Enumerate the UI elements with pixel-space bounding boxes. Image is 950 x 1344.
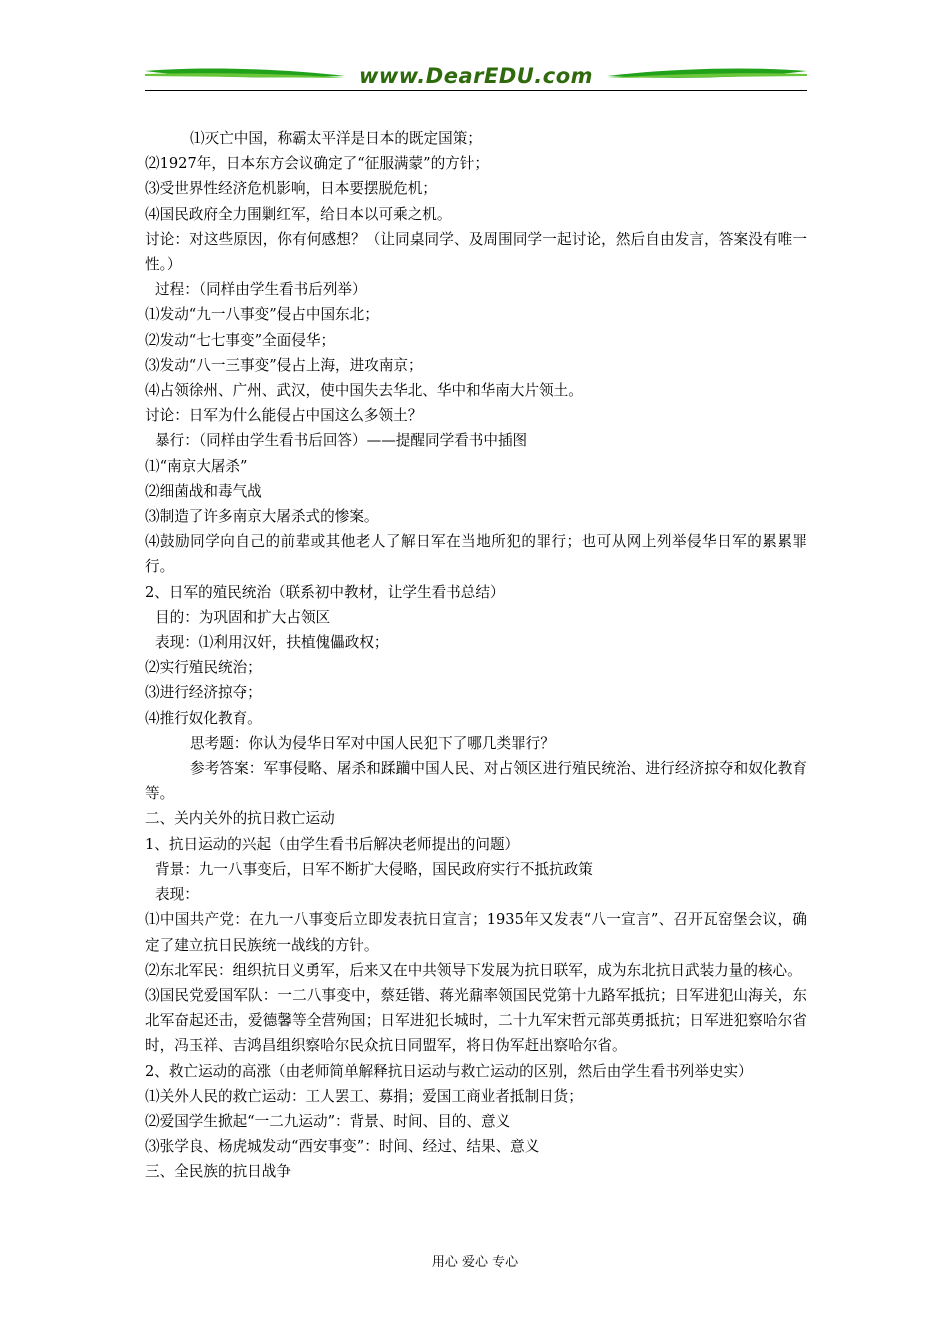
text-line: ⑶张学良、杨虎城发动“西安事变”：时间、经过、结果、意义 bbox=[145, 1138, 540, 1156]
text-line: ⑴“南京大屠杀” bbox=[145, 457, 248, 475]
site-logo-text: www.DearEDU.com bbox=[358, 64, 594, 88]
text-line: 讨论：日军为什么能侵占中国这么多领土？ bbox=[145, 407, 423, 425]
text-line: ⑴发动“九一八事变”侵占中国东北； bbox=[145, 306, 379, 324]
text-line: 过程：（同样由学生看书后列举） bbox=[155, 281, 367, 299]
text-line: ⑷占领徐州、广州、武汉，使中国失去华北、华中和华南大片领土。 bbox=[145, 382, 583, 400]
text-line: ⑵实行殖民统治； bbox=[145, 659, 262, 677]
text-line: 表现： bbox=[155, 886, 199, 904]
section-heading: 三、全民族的抗日战争 bbox=[145, 1163, 291, 1181]
text-paragraph: ⑵东北军民：组织抗日义勇军，后来又在中共领导下发展为抗日联军，成为东北抗日武装力量的核心。 bbox=[145, 961, 802, 979]
text-line: ⑵发动“七七事变”全面侵华； bbox=[145, 331, 336, 349]
text-paragraph: ⑶国民党爱国军队：一二八事变中，蔡廷锴、蒋光鼐率领国民党第十九路军抵抗；日军进犯山海关，东北军奋起还击，爱德馨等全营殉国；日军进犯长城时，二十九军宋哲元部英勇抵抗；日军进犯察哈尔省时，冯玉祥、吉鸿昌组织察哈尔民众抗日同盟军，将日伪军赶出察哈尔省。 bbox=[145, 986, 807, 1055]
text-line: ⑴关外人民的救亡运动：工人罢工、募捐；爱国工商业者抵制日货； bbox=[145, 1087, 583, 1105]
text-line: 暴行：（同样由学生看书后回答）——提醒同学看书中插图 bbox=[155, 432, 528, 450]
text-line: ⑷推行奴化教育。 bbox=[145, 709, 262, 727]
section-heading: 二、关内关外的抗日救亡运动 bbox=[145, 810, 335, 828]
text-line: 背景：九一八事变后，日军不断扩大侵略，国民政府实行不抵抗政策 bbox=[155, 860, 593, 878]
page-footer: 用心 爱心 专心 bbox=[431, 1255, 519, 1270]
header-rule bbox=[145, 90, 807, 91]
document-body bbox=[145, 126, 807, 1185]
text-line: ⑶发动“八一三事变”侵占上海，进攻南京； bbox=[145, 356, 423, 374]
text-line: ⑶进行经济掠夺； bbox=[145, 684, 262, 702]
text-line: 思考题：你认为侵华日军对中国人民犯下了哪几类罪行？ bbox=[190, 734, 555, 752]
page-header bbox=[145, 62, 807, 92]
text-line: ⑶受世界性经济危机影响，日本要摆脱危机； bbox=[145, 180, 437, 198]
text-line: ⑵1927年，日本东方会议确定了“征服满蒙”的方针； bbox=[145, 155, 489, 173]
text-line: 目的：为巩固和扩大占领区 bbox=[155, 608, 331, 626]
text-paragraph: ⑴中国共产党：在九一八事变后立即发表抗日宣言；1935年又发表“八一宣言”、召开瓦窑堡会议，确定了建立抗日民族统一战线的方针。 bbox=[145, 911, 807, 954]
text-paragraph: ⑷鼓励同学向自己的前辈或其他老人了解日军在当地所犯的罪行；也可从网上列举侵华日军的累累罪行。 bbox=[145, 533, 807, 576]
text-paragraph: 参考答案：军事侵略、屠杀和蹂躏中国人民、对占领区进行殖民统治、进行经济掠夺和奴化教育等。 bbox=[145, 760, 807, 803]
text-line: ⑵爱国学生掀起“一二九运动”：背景、时间、目的、意义 bbox=[145, 1112, 511, 1130]
text-paragraph: 讨论：对这些原因，你有何感想？（让同桌同学、及周围同学一起讨论，然后自由发言，答案没有唯一性。） bbox=[145, 230, 807, 274]
text-line: ⑴灭亡中国，称霸太平洋是日本的既定国策； bbox=[190, 130, 482, 147]
text-line: ⑶制造了许多南京大屠杀式的惨案。 bbox=[145, 508, 379, 526]
section-heading: 2、日军的殖民统治（联系初中教材，让学生看书总结） bbox=[145, 583, 505, 601]
text-line: ⑷国民政府全力围剿红军，给日本以可乘之机。 bbox=[145, 205, 452, 223]
section-heading: 1、抗日运动的兴起（由学生看书后解决老师提出的问题） bbox=[145, 835, 520, 853]
section-heading: 2、救亡运动的高涨（由老师简单解释抗日运动与救亡运动的区别，然后由学生看书列举史实） bbox=[145, 1062, 753, 1080]
text-line: 表现：⑴利用汉奸，扶植傀儡政权； bbox=[155, 634, 389, 652]
text-line: ⑵细菌战和毒气战 bbox=[145, 482, 262, 500]
